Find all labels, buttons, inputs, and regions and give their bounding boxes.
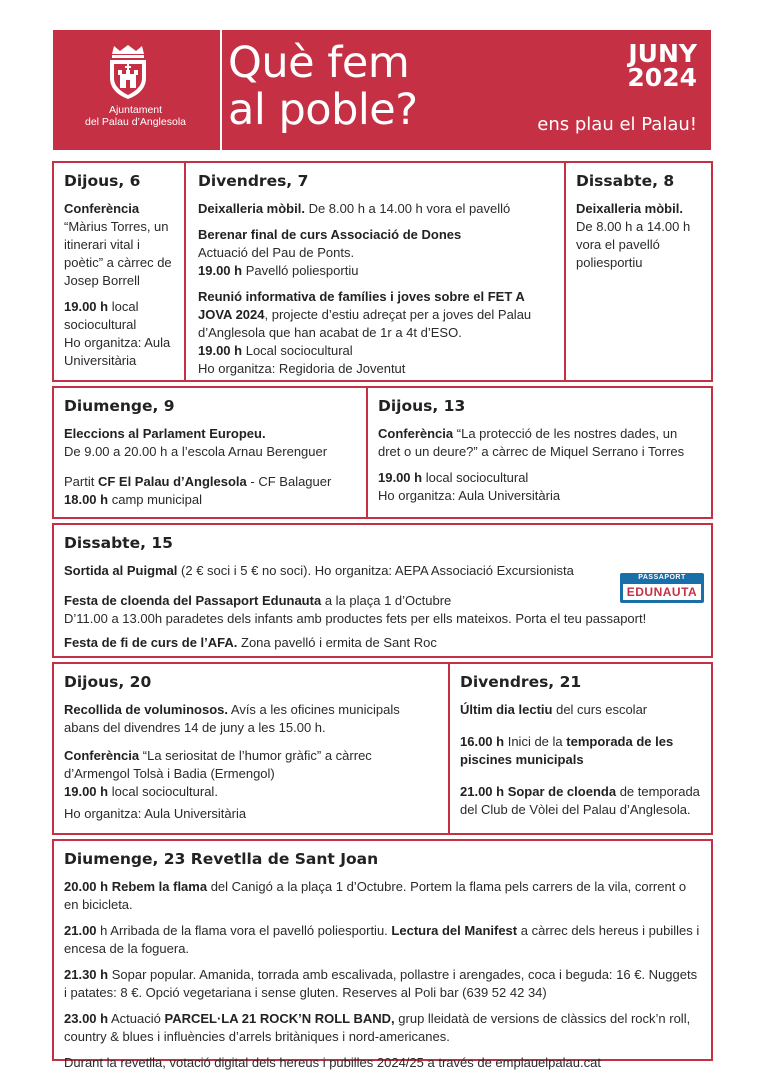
week-row-4 bbox=[52, 662, 713, 835]
logo-area bbox=[53, 30, 218, 150]
event-organizer: Ho organitza: Aula Universitària bbox=[378, 488, 561, 503]
event-title: Sortida al Puigmal bbox=[64, 563, 178, 578]
event-title: Deixalleria mòbil. bbox=[576, 201, 683, 216]
event-desc: a la plaça 1 d’Octubre bbox=[324, 593, 452, 608]
week-row-1 bbox=[52, 161, 713, 382]
event-time: 19.00 h bbox=[64, 784, 109, 799]
year-label: 2024 bbox=[627, 63, 697, 92]
day-heading: Dijous, 6 bbox=[64, 172, 141, 190]
event-desc: Durant la revetlla, votació digital dels hereus i pubilles 2024/25 a través de emplauelpalau.cat bbox=[64, 1055, 601, 1070]
day-heading: Dissabte, 8 bbox=[576, 172, 675, 190]
day-heading: Dijous, 20 bbox=[64, 673, 152, 691]
event-title: temporada de les piscines municipals bbox=[460, 734, 674, 767]
day-cell-thu-13 bbox=[368, 388, 711, 517]
title-line-2: al poble? bbox=[228, 85, 418, 135]
event-prefix: Partit bbox=[64, 474, 95, 489]
event-desc: Actuació del Pau de Ponts. bbox=[198, 245, 355, 260]
event-time: 21.00 bbox=[64, 923, 97, 938]
event-place: local sociocultural bbox=[425, 470, 529, 485]
event-title: Berenar final de curs Associació de Dones bbox=[198, 227, 462, 242]
event-desc: - CF Balaguer bbox=[250, 474, 332, 489]
day-heading: Divendres, 7 bbox=[198, 172, 309, 190]
day-cell-sun-23 bbox=[54, 841, 711, 1072]
day-heading: Diumenge, 9 bbox=[64, 397, 175, 415]
page-header bbox=[53, 30, 711, 150]
event-desc: Zona pavelló i ermita de Sant Roc bbox=[241, 635, 437, 650]
event-title: Reunió informativa de famílies i joves sobre el FET A JOVA 2024 bbox=[198, 289, 525, 322]
badge-top-text: PASSAPORT bbox=[638, 574, 686, 581]
event-title: Festa de fi de curs de l’AFA. bbox=[64, 635, 238, 650]
event-title: Recollida de voluminosos. bbox=[64, 702, 228, 717]
day-cell-thu-6 bbox=[54, 163, 184, 380]
day-heading: Dissabte, 15 bbox=[64, 534, 173, 552]
week-row-3 bbox=[52, 523, 713, 658]
header-divider bbox=[220, 30, 222, 150]
event-time: 19.00 h bbox=[198, 263, 243, 278]
day-cell-sun-9 bbox=[54, 388, 366, 517]
event-title: Deixalleria mòbil. bbox=[198, 201, 305, 216]
month-year bbox=[627, 39, 697, 92]
event-desc: D’11.00 a 13.00h paradetes dels infants amb productes fets per ells mateixos. Porta el teu passaport! bbox=[64, 611, 647, 626]
event-time: 23.00 h bbox=[64, 1011, 109, 1026]
event-organizer: Ho organitza: Regidoria de Joventut bbox=[198, 361, 406, 376]
event-desc: De 9.00 a 20.00 h a l’escola Arnau Berenguer bbox=[64, 444, 328, 459]
week-row-2 bbox=[52, 386, 713, 519]
event-title: 21.00 h Sopar de cloenda bbox=[460, 784, 617, 799]
badge-main-text: EDUNAUTA bbox=[623, 584, 701, 600]
coat-of-arms-icon bbox=[106, 44, 150, 100]
event-place: camp municipal bbox=[111, 492, 203, 507]
event-title: PARCEL·LA 21 ROCK’N ROLL BAND, bbox=[164, 1011, 395, 1026]
event-title: Conferència bbox=[378, 426, 454, 441]
event-desc: de temporada del Club de Vòlei del Palau d’Anglesola. bbox=[460, 784, 700, 817]
event-title: Eleccions al Parlament Europeu. bbox=[64, 426, 266, 441]
event-desc: Inici de la bbox=[507, 734, 563, 749]
event-desc: del Canigó a la plaça 1 d’Octubre. Portem la flama pels carrers de la vila, corrent o en bicicleta. bbox=[64, 879, 687, 912]
event-title: Festa de cloenda del Passaport Edunauta bbox=[64, 593, 322, 608]
event-desc: Actuació bbox=[111, 1011, 161, 1026]
day-heading: Dijous, 13 bbox=[378, 397, 466, 415]
event-organizer: Ho organitza: Aula Universitària bbox=[64, 335, 171, 368]
event-time: 19.00 h bbox=[378, 470, 423, 485]
title-line-1: Què fem bbox=[228, 38, 410, 88]
event-place: Pavelló poliesportiu bbox=[245, 263, 359, 278]
event-title: CF El Palau d’Anglesola bbox=[97, 474, 247, 489]
event-desc: a càrrec dels hereus i pubilles i encesa de la foguera. bbox=[64, 923, 700, 956]
day-cell-fri-21 bbox=[450, 664, 711, 833]
event-title: Lectura del Manifest bbox=[391, 923, 518, 938]
event-title: Últim dia lectiu bbox=[460, 702, 553, 717]
event-time: 19.00 h bbox=[198, 343, 243, 358]
event-place: Local sociocultural bbox=[245, 343, 353, 358]
event-time: 16.00 h bbox=[460, 734, 505, 749]
day-cell-fri-7 bbox=[186, 163, 564, 380]
event-desc: , projecte d’estiu adreçat per a joves del Palau d’Anglesola que han acabat de 1r a 4t d’ESO. bbox=[198, 307, 532, 340]
month-label: JUNY bbox=[628, 39, 697, 68]
day-cell-sat-8 bbox=[566, 163, 711, 380]
event-desc: De 8.00 h a 14.00 h vora el pavelló poliesportiu bbox=[576, 219, 691, 270]
event-title: Conferència bbox=[64, 201, 140, 216]
event-desc: (2 € soci i 5 € no soci). Ho organitza: AEPA Associació Excursionista bbox=[181, 563, 574, 578]
day-heading: Diumenge, 23 Revetlla de Sant Joan bbox=[64, 850, 379, 868]
event-desc: h Arribada de la flama vora el pavelló poliesportiu. bbox=[100, 923, 388, 938]
day-heading: Divendres, 21 bbox=[460, 673, 582, 691]
logo-line-2: del Palau d’Anglesola bbox=[85, 116, 186, 128]
page-title bbox=[228, 40, 418, 134]
slogan: ens plau el Palau! bbox=[537, 114, 697, 135]
edunauta-badge bbox=[620, 573, 704, 603]
event-desc: “La protecció de les nostres dades, un dret o un deure?” a càrrec de Miquel Serrano i Torres bbox=[378, 426, 685, 459]
event-desc: De 8.00 h a 14.00 h vora el pavelló bbox=[308, 201, 511, 216]
logo-text bbox=[53, 104, 218, 128]
event-title: 20.00 h Rebem la flama bbox=[64, 879, 208, 894]
event-place: local sociocultural. bbox=[111, 784, 218, 799]
event-organizer: Ho organitza: Aula Universitària bbox=[64, 806, 247, 821]
day-cell-sat-15 bbox=[54, 525, 711, 652]
event-title: Conferència bbox=[64, 748, 140, 763]
event-place: local sociocultural bbox=[64, 299, 139, 332]
week-row-5 bbox=[52, 839, 713, 1070]
event-time: 18.00 h bbox=[64, 492, 109, 507]
day-cell-thu-20 bbox=[54, 664, 448, 833]
logo-line-1: Ajuntament bbox=[108, 104, 163, 116]
event-time: 19.00 h bbox=[64, 299, 109, 314]
event-desc: del curs escolar bbox=[556, 702, 648, 717]
event-desc: Sopar popular. Amanida, torrada amb escalivada, pollastre i arengades, coca i beguda: 16 €. Nuggets i patates: 8 €. Opció vegetariana i sense gluten. Reserves al Poli bar (639 52 42 34) bbox=[64, 967, 698, 1000]
event-desc: “Màrius Torres, un itinerari vital i poètic” a càrrec de Josep Borrell bbox=[64, 219, 172, 288]
event-desc: Avís a les oficines municipals abans del divendres 14 de juny a les 15.00 h. bbox=[64, 702, 400, 735]
event-time: 21.30 h bbox=[64, 967, 109, 982]
event-desc: “La seriositat de l’humor gràfic” a càrrec d’Armengol Tolsà i Badia (Ermengol) bbox=[64, 748, 372, 781]
event-desc: grup lleidatà de versions de clàssics del rock’n roll, country & blues i influències d’arrels britàniques i nord-americanes. bbox=[64, 1011, 691, 1044]
